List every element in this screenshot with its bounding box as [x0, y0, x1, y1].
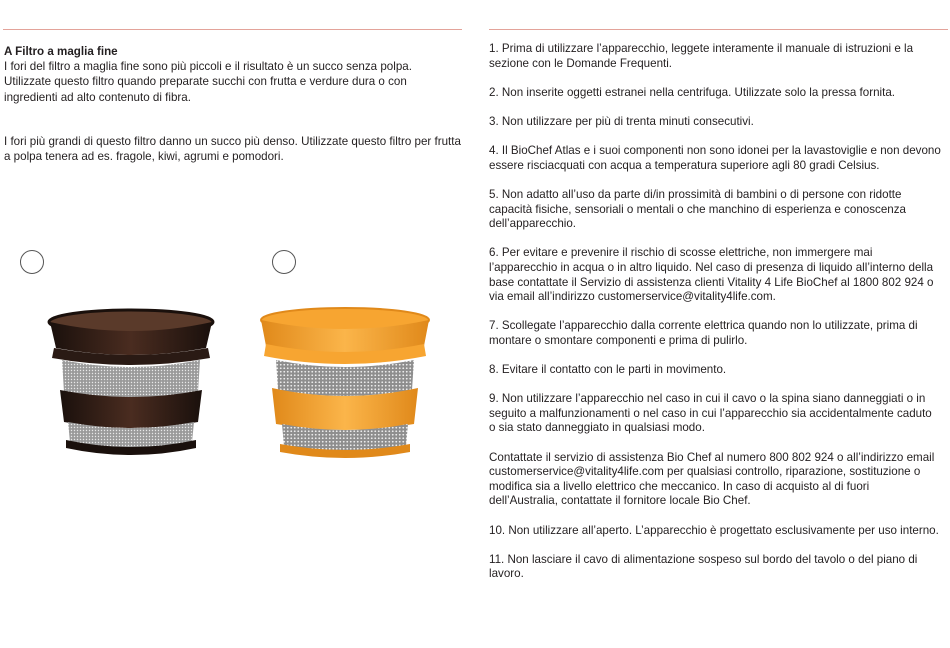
safety-item: 9. Non utilizzare l’apparecchio nel caso in cui il cavo o la spina siano danneggiati o in seguito a malfunzionamenti o nel caso in cui l’apparecchio sia accidentalmente caduto o sia stato danneggiato in qualsiasi modo. [489, 392, 932, 435]
safety-item: 7. Scollegate l’apparecchio dalla corrente elettrica quando non lo utilizzate, prima di montare o smontare componenti e prima di pulirlo. [489, 319, 918, 347]
safety-item: 5. Non adatto all’uso da parte di/in prossimità di bambini o di persone con ridotte capacità fisiche, sensoriali o mentali o che manchino di esperienza e conoscenza dell’apparecchio. [489, 187, 906, 231]
coarse-filter-paragraph: I fori più grandi di questo filtro danno un succo più denso. Utilizzate questo filtro per frutta a polpa tenera ad es. fragole, kiwi, agrumi e pomodori. [4, 134, 461, 164]
service-contact-paragraph: Contattate il servizio di assistenza Bio Chef al numero 800 802 924 o all’indirizzo email customerservice@vitality4life.com per qualsiasi controllo, riparazione, sostituzione o modifica sia a livello elettrico che meccanico. In caso di acquisto al di fuori dell’Australia, contattate il fornitore locale Bio Chef. [489, 450, 935, 508]
safety-item: 2. Non inserite oggetti estranei nella centrifuga. Utilizzate solo la pressa fornita. [489, 85, 895, 99]
safety-item: 10. Non utilizzare all’aperto. L’apparecchio è progettato esclusivamente per uso interno. [489, 523, 939, 537]
fine-mesh-paragraph: I fori del filtro a maglia fine sono più piccoli e il risultato è un succo senza polpa. Utilizzate questo filtro quando preparate succhi con frutta e verdure dura o con ingredienti ad alto contenuto di fibra. [4, 60, 412, 104]
safety-item: 8. Evitare il contatto con le parti in movimento. [489, 363, 727, 377]
top-rule-left [3, 29, 462, 30]
safety-item: 1. Prima di utilizzare l’apparecchio, leggete interamente il manuale di istruzioni e la sezione con le Domande Frequenti. [489, 42, 914, 70]
filter-description-column [4, 44, 462, 164]
top-rule-right [489, 29, 948, 30]
dark-fine-mesh-filter-image [46, 300, 216, 466]
radio-circle-fine-filter [20, 250, 44, 274]
safety-item: 6. Per evitare e prevenire il rischio di scosse elettriche, non immergere mai l’apparecchio in acqua o in altro liquido. Nel caso di presenza di liquido all’interno della base contattate il Servizio di assistenza clienti Vitality 4 Life BioChef al 1800 802 924 o via email all’indirizzo customerservice@vitality4life.com. [489, 246, 934, 304]
safety-instructions-column [489, 42, 941, 597]
safety-item: 11. Non lasciare il cavo di alimentazione sospeso sul bordo del tavolo o del piano di lavoro. [489, 552, 918, 581]
safety-item: 4. Il BioChef Atlas e i suoi componenti non sono idonei per la lavastoviglie e non devono essere risciacquati con acqua a temperatura superiore agli 80 gradi Celsius. [489, 144, 941, 172]
safety-item: 3. Non utilizzare per più di trenta minuti consecutivi. [489, 114, 754, 128]
radio-circle-coarse-filter [272, 250, 296, 274]
orange-coarse-filter-image [258, 300, 432, 466]
fine-mesh-heading: A Filtro a maglia fine [4, 45, 118, 58]
